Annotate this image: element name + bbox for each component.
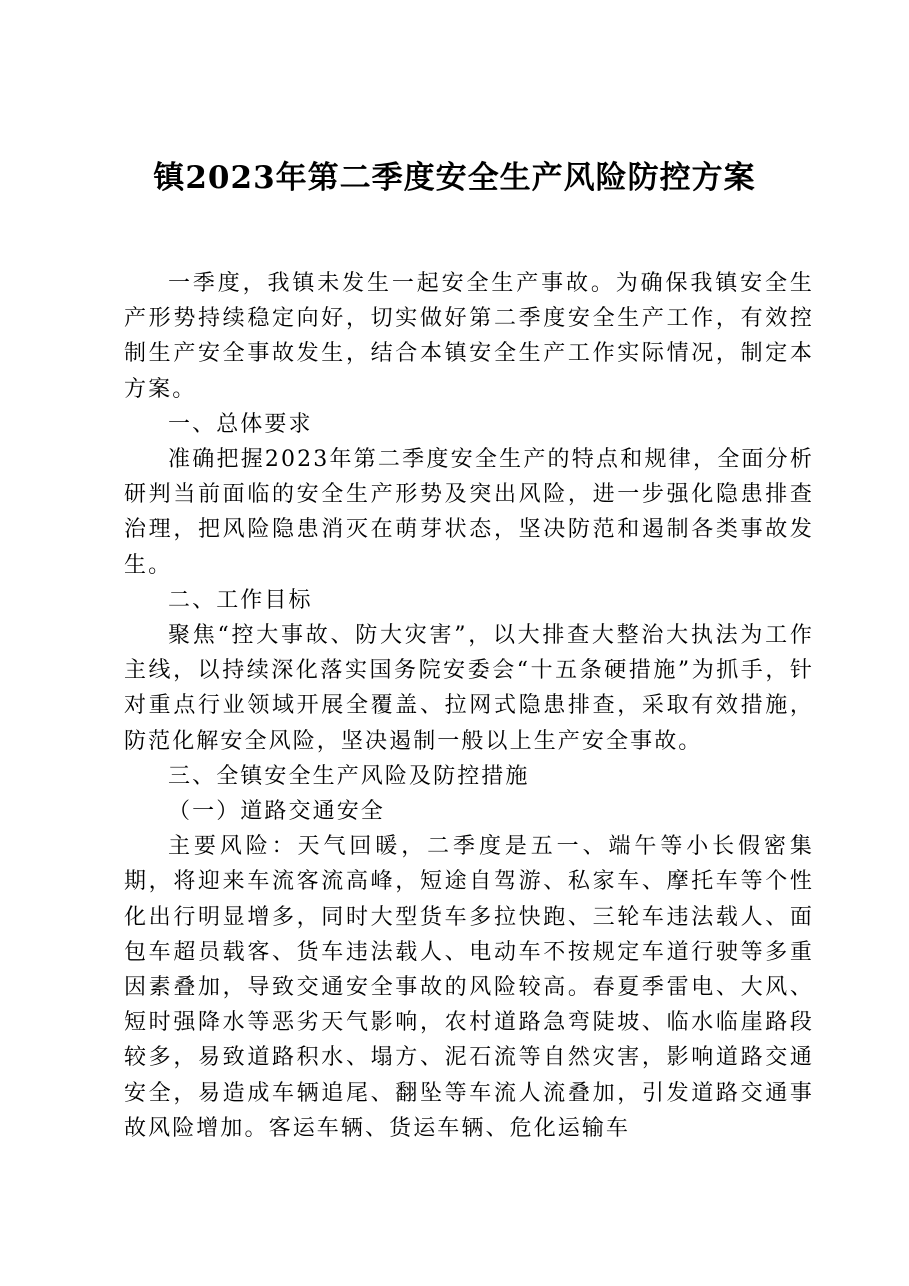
- paragraph-intro: 一季度，我镇未发生一起安全生产事故。为确保我镇安全生产形势持续稳定向好，切实做好第二季度安全生产工作，有效控制生产安全事故发生，结合本镇安全生产工作实际情况，制定本方案。: [124, 271, 814, 402]
- heading-risks-and-measures: 三、全镇安全生产风险及防控措施: [168, 763, 530, 789]
- document-body: [124, 266, 814, 1146]
- heading-overall-requirements: 一、总体要求: [168, 411, 313, 437]
- paragraph-road-traffic-risks: 主要风险：天气回暖，二季度是五一、端午等小长假密集期，将迎来车流客流高峰，短途自驾游、私家车、摩托车等个性化出行明显增多，同时大型货车多拉快跑、三轮车违法载人、面包车超员载客、货车违法载人、电动车不按规定车道行驶等多重因素叠加，导致交通安全事故的风险较高。春夏季雷电、大风、短时强降水等恶劣天气影响，农村道路急弯陡坡、临水临崖路段较多，易致道路积水、塌方、泥石流等自然灾害，影响道路交通安全，易造成车辆追尾、翻坠等车流人流叠加，引发道路交通事故风险增加。客运车辆、货运车辆、危化运输车: [124, 834, 814, 1141]
- heading-work-goals: 二、工作目标: [168, 587, 313, 613]
- paragraph-overall-requirements: 准确把握2023年第二季度安全生产的特点和规律，全面分析研判当前面临的安全生产形势及突出风险，进一步强化隐患排查治理，把风险隐患消灭在萌芽状态，坚决防范和遏制各类事故发生。: [124, 447, 814, 578]
- subheading-road-traffic-safety: （一）道路交通安全: [168, 799, 385, 825]
- document-title: 镇2023年第二季度安全生产风险防控方案: [153, 160, 756, 196]
- paragraph-work-goals: 聚焦“控大事故、防大灾害”，以大排查大整治大执法为工作主线，以持续深化落实国务院安委会“十五条硬措施”为抓手，针对重点行业领域开展全覆盖、拉网式隐患排查，采取有效措施，防范化解安全风险，坚决遏制一般以上生产安全事故。: [124, 623, 814, 754]
